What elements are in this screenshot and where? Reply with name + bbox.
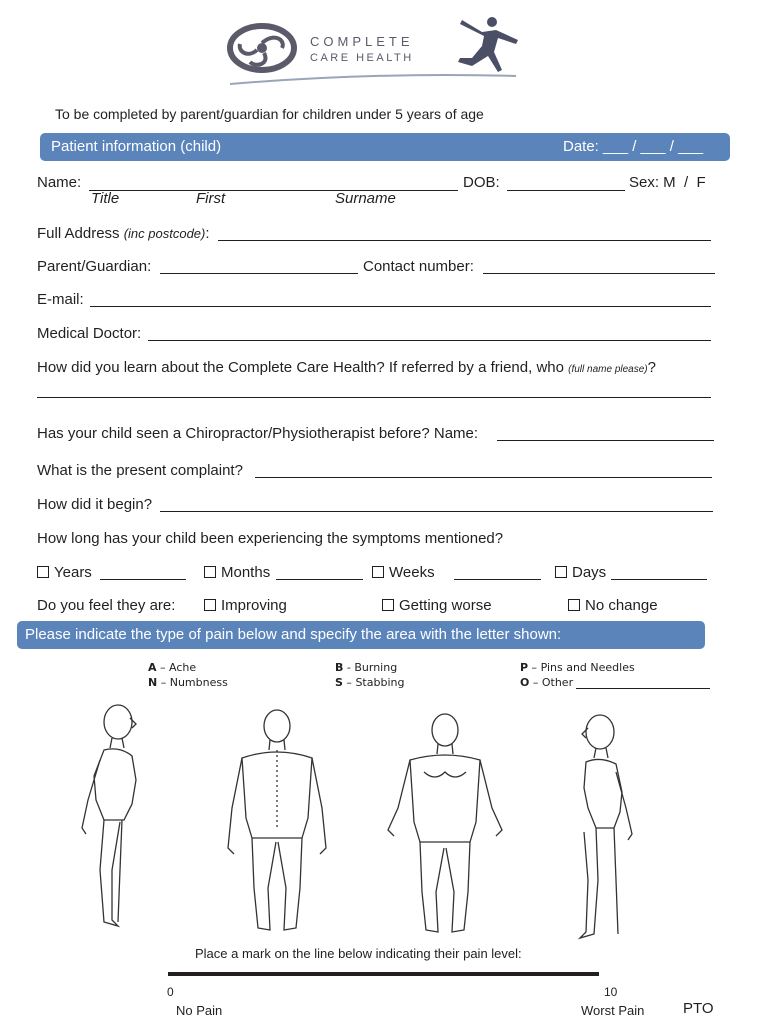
checkbox-weeks[interactable] xyxy=(372,566,384,578)
pain-min-label: No Pain xyxy=(176,1003,223,1018)
feel-worse-label: Getting worse xyxy=(399,597,492,614)
checkbox-months[interactable] xyxy=(204,566,216,578)
pain-min-value: 0 xyxy=(167,985,174,999)
name-sub-surname: Surname xyxy=(335,190,396,207)
learn-end: ? xyxy=(647,359,656,376)
legend-text: Pins and Needles xyxy=(540,661,635,674)
feel-improving-label: Improving xyxy=(221,597,287,614)
duration-years-label: Years xyxy=(54,564,92,581)
legend-b: B - Burning xyxy=(335,661,398,674)
section-pain-type xyxy=(17,621,705,649)
name-label: Name: xyxy=(37,174,82,191)
duration-weeks[interactable] xyxy=(372,564,435,582)
feel-no-change-label: No change xyxy=(585,597,658,614)
date-field[interactable]: Date: ___ / ___ / ___ xyxy=(563,138,704,155)
legend-key: A xyxy=(148,661,157,674)
duration-weeks-label: Weeks xyxy=(389,564,435,581)
name-sub-first: First xyxy=(196,190,226,207)
duration-months[interactable] xyxy=(204,564,270,582)
email-input-line[interactable] xyxy=(90,306,711,307)
weeks-input-line[interactable] xyxy=(454,579,541,580)
complaint-input-line[interactable] xyxy=(255,477,712,478)
body-figure-side-right[interactable] xyxy=(60,700,170,940)
email-label: E-mail: xyxy=(37,291,84,308)
section-patient-info xyxy=(40,133,730,161)
years-input-line[interactable] xyxy=(100,579,186,580)
legend-n: N – Numbness xyxy=(148,676,228,689)
logo xyxy=(226,14,526,94)
body-figure-side-left[interactable] xyxy=(560,712,660,944)
legend-o: O – Other xyxy=(520,676,574,689)
pain-max-value: 10 xyxy=(604,985,618,999)
pain-scale-instruction: Place a mark on the line below indicating their pain level: xyxy=(195,946,522,961)
legend-key: P xyxy=(520,661,529,674)
name-input-line[interactable] xyxy=(89,190,458,191)
parent-label: Parent/Guardian: xyxy=(37,258,152,275)
legend-p: P – Pins and Needles xyxy=(520,661,635,674)
seen-input-line[interactable] xyxy=(497,440,714,441)
feel-label: Do you feel they are: xyxy=(37,597,176,614)
legend-s: S – Stabbing xyxy=(335,676,405,689)
dob-input-line[interactable] xyxy=(507,190,625,191)
feel-no-change[interactable] xyxy=(568,597,658,615)
doctor-label: Medical Doctor: xyxy=(37,325,142,342)
parent-input-line[interactable] xyxy=(160,273,358,274)
legend-text: Stabbing xyxy=(355,676,405,689)
address-input-line[interactable] xyxy=(218,240,711,241)
pain-scale-line[interactable] xyxy=(168,972,599,976)
contact-input-line[interactable] xyxy=(483,273,715,274)
checkbox-days[interactable] xyxy=(555,566,567,578)
legend-key: B xyxy=(335,661,344,674)
days-input-line[interactable] xyxy=(611,579,707,580)
legend-text: Ache xyxy=(169,661,197,674)
section2-title: Please indicate the type of pain below and specify the area with the letter shown: xyxy=(25,626,562,643)
section-title: Patient information (child) xyxy=(51,138,222,155)
address-label-text: Full Address xyxy=(37,225,120,242)
legend-key: O xyxy=(520,676,530,689)
address-colon: : xyxy=(205,225,210,242)
legend-key: S xyxy=(335,676,343,689)
intro-text: To be completed by parent/guardian for children under 5 years of age xyxy=(55,106,484,122)
address-label xyxy=(37,225,210,243)
duration-days-label: Days xyxy=(572,564,607,581)
legend-text: Numbness xyxy=(169,676,228,689)
seen-label: Has your child seen a Chiropractor/Physiotherapist before? Name: xyxy=(37,425,479,442)
doctor-input-line[interactable] xyxy=(148,340,711,341)
months-input-line[interactable] xyxy=(276,579,363,580)
address-note: (inc postcode) xyxy=(123,226,206,241)
duration-months-label: Months xyxy=(221,564,271,581)
body-figure-back[interactable] xyxy=(222,708,332,938)
duration-label: How long has your child been experiencing the symptoms mentioned? xyxy=(37,530,504,547)
pto-label: PTO xyxy=(683,1000,714,1017)
other-input-line[interactable] xyxy=(576,688,710,689)
legend-text: Burning xyxy=(354,661,398,674)
legend-key: N xyxy=(148,676,158,689)
checkbox-years[interactable] xyxy=(37,566,49,578)
checkbox-improving[interactable] xyxy=(204,599,216,611)
sex-field[interactable]: Sex: M / F xyxy=(629,174,706,191)
legend-text: Other xyxy=(541,676,574,689)
complaint-label: What is the present complaint? xyxy=(37,462,243,479)
duration-years[interactable] xyxy=(37,564,92,582)
name-sub-title: Title xyxy=(91,190,120,207)
learn-note: (full name please) xyxy=(568,364,648,375)
pain-max-label: Worst Pain xyxy=(581,1003,645,1018)
dob-label: DOB: xyxy=(463,174,500,191)
body-figure-front[interactable] xyxy=(380,712,510,938)
checkbox-getting-worse[interactable] xyxy=(382,599,394,611)
feel-worse[interactable] xyxy=(382,597,492,615)
learn-input-line[interactable] xyxy=(37,397,711,398)
brand-line1: COMPLETE xyxy=(310,34,414,49)
duration-days[interactable] xyxy=(555,564,606,582)
legend-a: A – Ache xyxy=(148,661,197,674)
feel-improving[interactable] xyxy=(204,597,287,615)
brand-line2: CARE HEALTH xyxy=(310,52,414,64)
begin-label: How did it begin? xyxy=(37,496,153,513)
begin-input-line[interactable] xyxy=(160,511,713,512)
contact-label: Contact number: xyxy=(363,258,474,275)
learn-label xyxy=(37,359,656,379)
learn-text: How did you learn about the Complete Care Health? If referred by a friend, who xyxy=(37,359,564,376)
checkbox-no-change[interactable] xyxy=(568,599,580,611)
